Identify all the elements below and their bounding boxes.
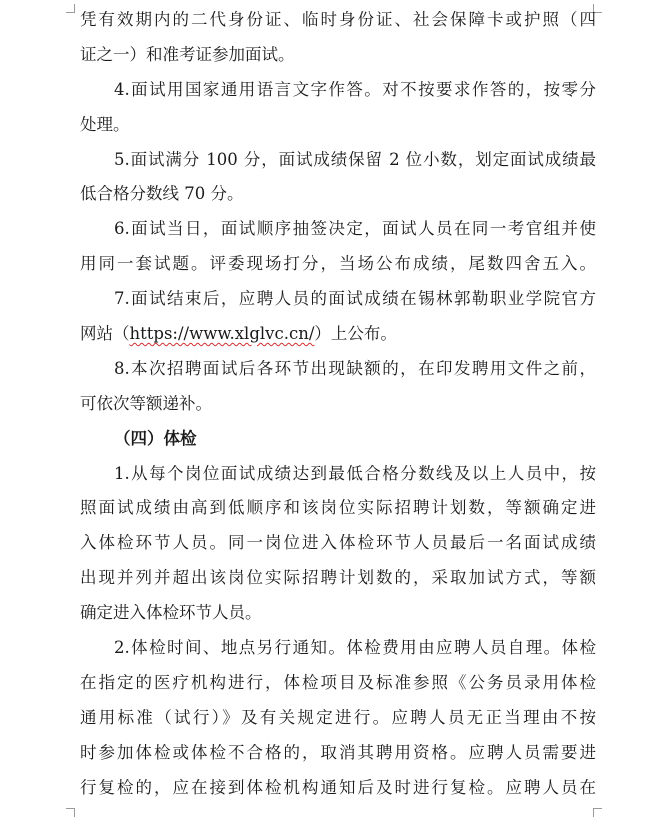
text-line: 证之一）和准考证参加面试。 <box>80 44 295 64</box>
text-line: 出现并列并超出该岗位实际招聘计划数的，采取加试方式，等额 <box>80 568 596 588</box>
text-line: 5.面试满分 100 分，面试成绩保留 2 位小数，划定面试成绩最 <box>114 149 596 169</box>
text-line: 行复检的，应在接到体检机构通知后及时进行复检。应聘人员在 <box>80 777 596 797</box>
text-line: 确定进入体检环节人员。 <box>80 603 262 623</box>
text-line: 通用标准（试行）》及有关规定进行。应聘人员无正当理由不按 <box>80 707 596 727</box>
page-corner-mark <box>66 4 75 13</box>
text-line: 可依次等额递补。 <box>80 393 212 413</box>
text-line: 处理。 <box>80 114 130 134</box>
text-line: 用同一套试题。评委现场打分，当场公布成绩，尾数四舍五入。 <box>80 254 596 274</box>
text-line: 凭有效期内的二代身份证、临时身份证、社会保障卡或护照（四 <box>80 10 596 29</box>
text-line: 8.本次招聘面试后各环节出现缺额的，在印发聘用文件之前， <box>114 358 596 378</box>
section-heading: （四）体检 <box>114 428 197 448</box>
text-line: 照面试成绩由高到低顺序和该岗位实际招聘计划数，等额确定进 <box>80 498 596 518</box>
text-fragment: 网站（ <box>80 324 130 344</box>
text-line: 入体检环节人员。同一岗位进入体检环节人员最后一名面试成绩 <box>80 533 596 553</box>
document-body <box>80 3 596 805</box>
text-line: 7.面试结束后，应聘人员的面试成绩在锡林郭勒职业学院官方 <box>114 289 596 309</box>
website-link[interactable]: https://www.xlglvc.cn/ <box>129 324 315 344</box>
text-line: 时参加体检或体检不合格的，取消其聘用资格。应聘人员需要进 <box>80 742 596 762</box>
text-line: 1.从每个岗位面试成绩达到最低合格分数线及以上人员中，按 <box>114 463 596 483</box>
text-line: 4.面试用国家通用语言文字作答。对不按要求作答的，按零分 <box>114 79 596 99</box>
text-line: 6.面试当日，面试顺序抽签决定，面试人员在同一考官组并使 <box>114 219 596 239</box>
page-corner-mark <box>66 808 75 817</box>
text-line: 2.体检时间、地点另行通知。体检费用由应聘人员自理。体检 <box>114 638 596 658</box>
text-line: 在指定的医疗机构进行，体检项目及标准参照《公务员录用体检 <box>80 672 596 692</box>
text-line <box>80 317 596 352</box>
page-corner-mark <box>593 808 602 817</box>
text-fragment: ）上公布。 <box>314 324 397 344</box>
text-line: 低合格分数线 70 分。 <box>80 184 244 204</box>
